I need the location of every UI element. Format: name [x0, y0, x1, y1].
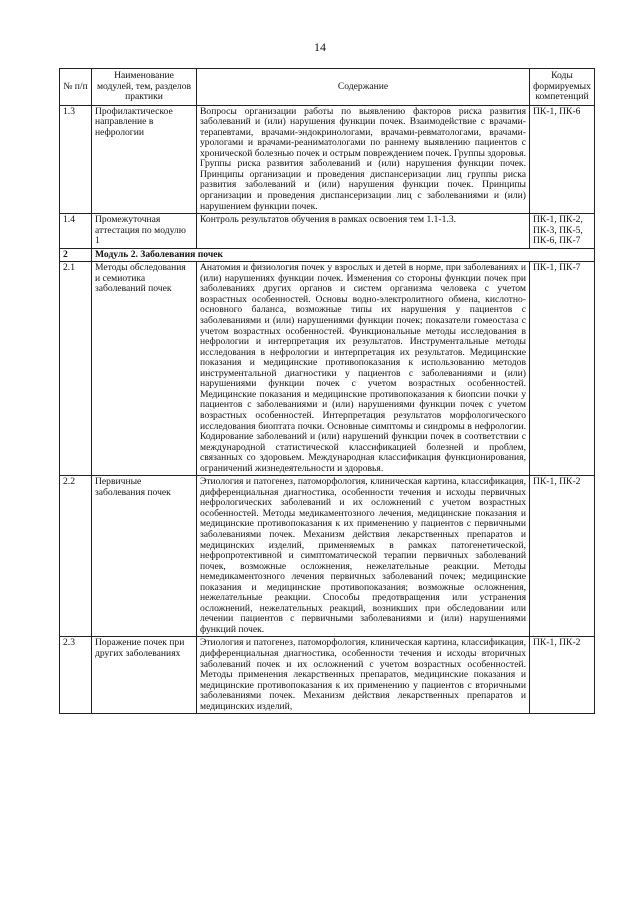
row-content: Этиология и патогенез, патоморфология, клиническая картина, классификация, дифференциальная диагностика, особенности течения и исходы вторичных заболеваний почек и их осложнений с учетом возрастных особенностей. Методы применения лекарственных препаратов, медицинские показания и медицинские противопоказания к их применению у пациентов с вторичными заболеваниями почек. Механизм действия лекарственных препаратов и медицинских изделий,	[197, 637, 530, 714]
table-row	[60, 637, 595, 714]
table-row	[60, 476, 595, 637]
row-name: Поражение почек при других заболеваниях	[92, 637, 197, 714]
row-content: Контроль результатов обучения в рамках освоения тем 1.1-1.3.	[197, 214, 530, 249]
module-title: Модуль 2. Заболевания почек	[92, 248, 595, 262]
header-num: № п/п	[60, 69, 92, 106]
row-name: Промежуточная аттестация по модулю 1	[92, 214, 197, 249]
row-num: 1.3	[60, 105, 92, 213]
row-codes: ПК-1, ПК-2	[530, 476, 595, 637]
row-name: Методы обследования и семиотика заболеваний почек	[92, 262, 197, 476]
row-num: 2.2	[60, 476, 92, 637]
page-number: 14	[314, 40, 326, 54]
header-content: Содержание	[197, 69, 530, 106]
curriculum-table	[59, 68, 595, 714]
row-content: Вопросы организации работы по выявлению факторов риска развития заболеваний и (или) нарушения функции почек. Взаимодействие с врачами-терапевтами, врачами-эндокринологами, врачами-ревматологами, врачами-урологами и врачами-реаниматологами по раннему выявлению пациентов с хронической болезнью почек и острым повреждением почек. Группы здоровья. Группы риска развития заболеваний и (или) нарушения функции почек. Принципы организации и проведения диспансеризации лиц группы риска развития заболеваний и (или) нарушения функции почек. Принципы организации и проведения диспансеризации лиц с заболеваниями и (или) нарушением функции почек.	[197, 105, 530, 213]
row-codes: ПК-1, ПК-6	[530, 105, 595, 213]
header-codes: Коды формируемых компетенций	[530, 69, 595, 106]
row-name: Первичные заболевания почек	[92, 476, 197, 637]
table-row	[60, 105, 595, 213]
row-num: 2.1	[60, 262, 92, 476]
row-codes: ПК-1, ПК-2, ПК-3, ПК-5, ПК-6, ПК-7	[530, 214, 595, 249]
row-name: Профилактическое направление в нефрологии	[92, 105, 197, 213]
table-row	[60, 262, 595, 476]
module-row	[60, 248, 595, 262]
module-num: 2	[60, 248, 92, 262]
row-content: Анатомия и физиология почек у взрослых и детей в норме, при заболеваниях и (или) нарушениях функции почек. Изменения со стороны функции почек при заболеваниях других органов и систем организма человека с учетом возрастных особенностей. Основы водно-электролитного обмена, кислотно-основного баланса, возможные типы их нарушения у пациентов с заболеваниями и (или) нарушениями функции почек; показатели гомеостаза с учетом возрастных особенностей. Функциональные методы исследования в нефрологии и интерпретация их результатов. Инструментальные методы исследования в нефрологии и интерпретация их результатов. Медицинские показания и медицинские противопоказания к использованию методов инструментальной диагностики у пациентов с заболеваниями и (или) нарушениями функции почек с учетом возрастных особенностей. Медицинские показания и медицинские противопоказания к биопсии почки у пациентов с заболеваниями и (или) нарушениями функции почек с учетом возрастных особенностей. Интерпретация результатов морфологического исследования биоптата почки. Основные симптомы и синдромы в нефрологии. Кодирование заболеваний и (или) нарушений функции почек в соответствии с международной статистической классификацией болезней и проблем, связанных со здоровьем. Международная классификация функционирования, ограничений жизнедеятельности и здоровья.	[197, 262, 530, 476]
row-num: 1.4	[60, 214, 92, 249]
row-codes: ПК-1, ПК-7	[530, 262, 595, 476]
table-row	[60, 214, 595, 249]
row-codes: ПК-1, ПК-2	[530, 637, 595, 714]
header-name: Наименование модулей, тем, разделов практики	[92, 69, 197, 106]
table-header-row	[60, 69, 595, 106]
row-content: Этиология и патогенез, патоморфология, клиническая картина, классификация, дифференциальная диагностика, особенности течения и исходы первичных нефрологических заболеваний и их осложнений с учетом возрастных особенностей. Методы медикаментозного лечения, медицинские показания и медицинские противопоказания к их применению у пациентов с первичными заболеваниями почек. Механизм действия лекарственных препаратов и медицинских изделий, применяемых в рамках патогенетической, нефропротективной и симптоматической терапии первичных заболеваний почек, возможные осложнения, нежелательные реакции. Методы немедикаментозного лечения первичных заболеваний почек; медицинские показания и медицинские противопоказания; возможные осложнения, нежелательные реакции. Способы предотвращения или устранения осложнений, нежелательных реакций, возникших при обследовании или лечении пациентов с первичными заболеваниями и (или) нарушениями функций почек.	[197, 476, 530, 637]
row-num: 2.3	[60, 637, 92, 714]
